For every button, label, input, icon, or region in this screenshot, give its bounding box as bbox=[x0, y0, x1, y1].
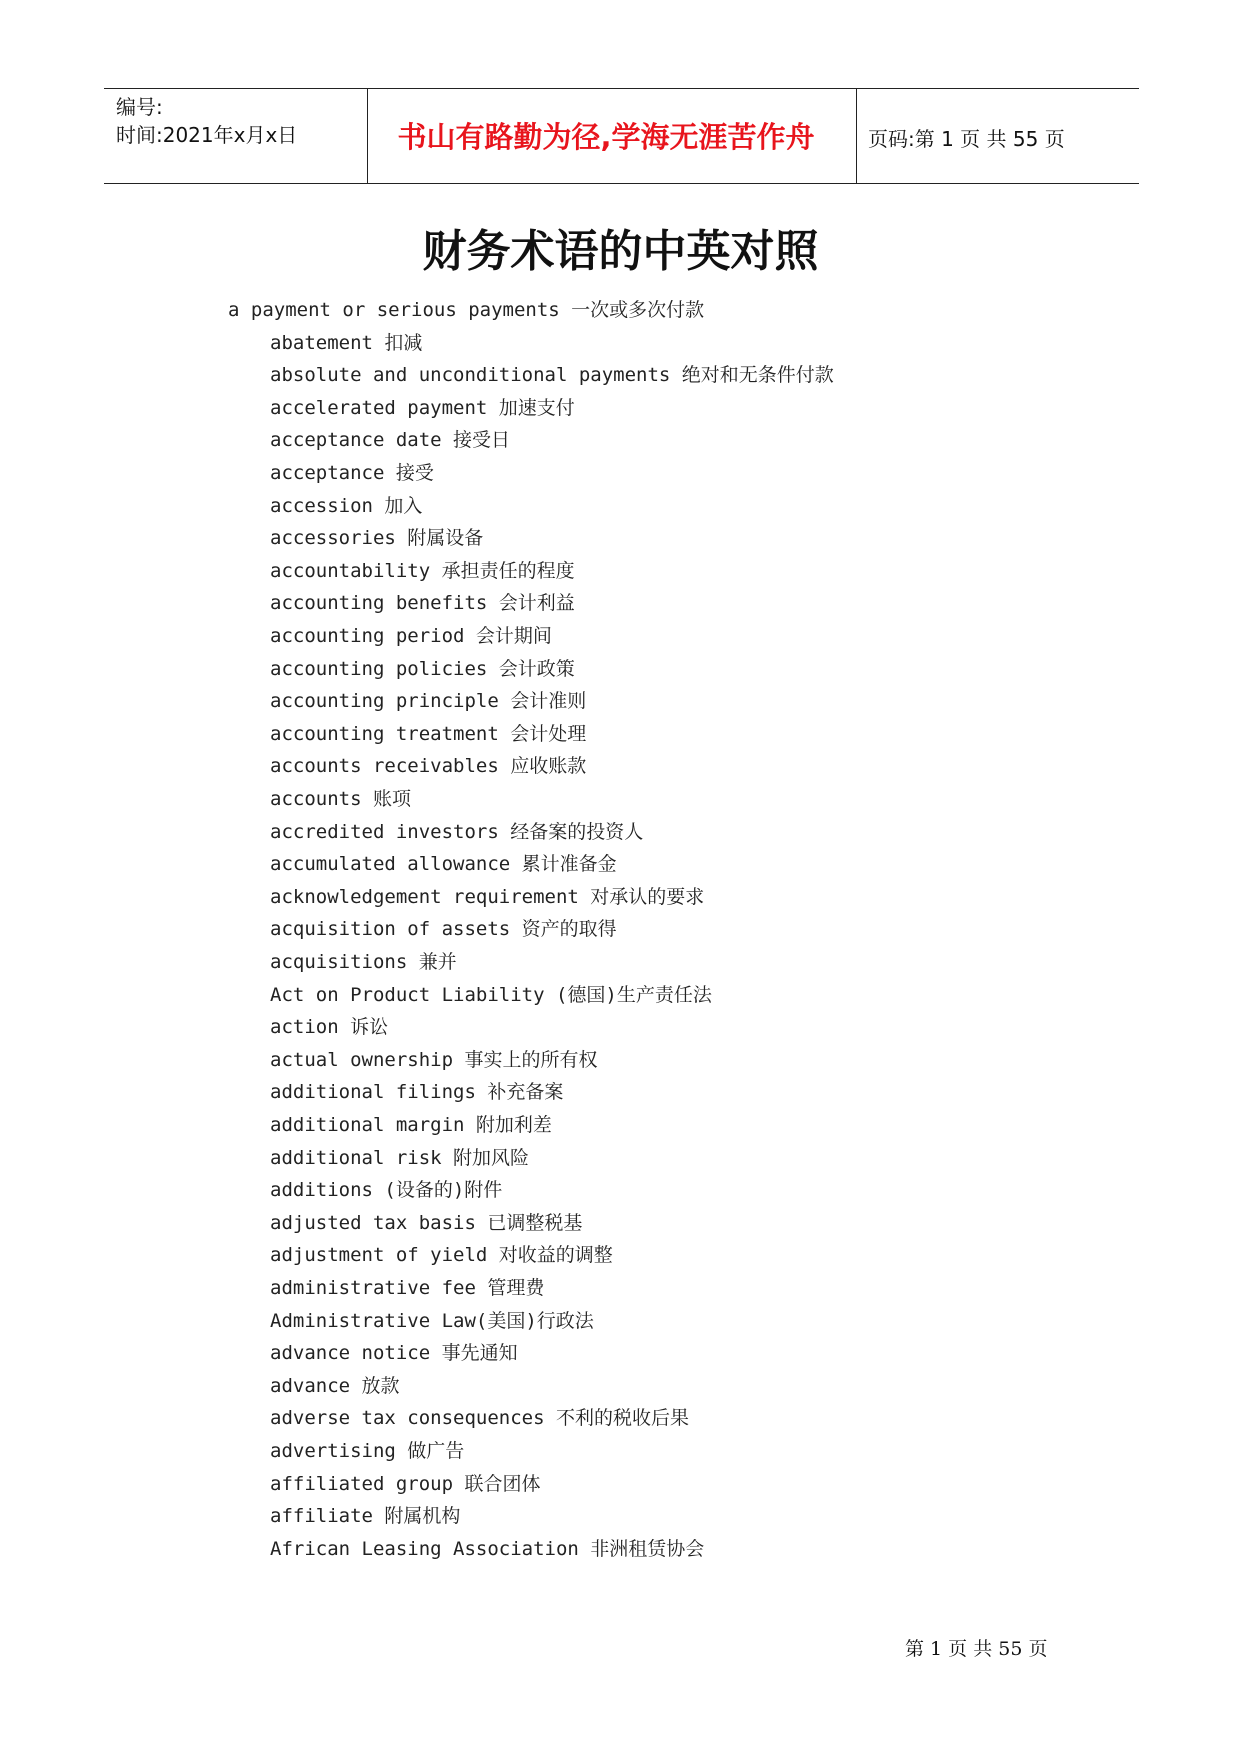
term-item: accessories 附属设备 bbox=[270, 527, 484, 550]
term-item: additional risk 附加风险 bbox=[270, 1146, 530, 1169]
term-item: accredited investors 经备案的投资人 bbox=[270, 820, 644, 843]
term-item: accession 加入 bbox=[270, 494, 423, 517]
term-item: African Leasing Association 非洲租赁协会 bbox=[270, 1537, 705, 1560]
term-item: actual ownership 事实上的所有权 bbox=[270, 1048, 598, 1071]
term-item: accumulated allowance 累计准备金 bbox=[270, 853, 617, 876]
page-title: 财务术语的中英对照 bbox=[422, 226, 819, 277]
term-item: accounting benefits 会计利益 bbox=[270, 592, 575, 615]
term-item: additional filings 补充备案 bbox=[270, 1081, 564, 1104]
term-item: adjusted tax basis 已调整税基 bbox=[270, 1211, 583, 1234]
header-table bbox=[104, 88, 1139, 184]
term-item: abatement 扣减 bbox=[270, 331, 423, 354]
term-item: additional margin 附加利差 bbox=[270, 1114, 552, 1136]
term-item: accounts 账项 bbox=[270, 788, 411, 810]
term-item: Act on Product Liability (德国)生产责任法 bbox=[270, 983, 712, 1006]
term-item: advertising 做广告 bbox=[270, 1440, 465, 1462]
term-item: accelerated payment 加速支付 bbox=[270, 396, 575, 419]
header-divider bbox=[856, 89, 857, 183]
term-item: accounting principle 会计准则 bbox=[270, 690, 587, 713]
term-item: affiliate 附属机构 bbox=[270, 1505, 461, 1528]
page-footer: 第 1 页 共 55 页 bbox=[905, 1638, 1048, 1660]
term-item: accounting treatment 会计处理 bbox=[270, 722, 587, 745]
term-item: acquisitions 兼并 bbox=[270, 951, 457, 973]
term-item: adverse tax consequences 不利的税收后果 bbox=[270, 1407, 689, 1430]
term-item: advance notice 事先通知 bbox=[270, 1342, 518, 1365]
term-item: acceptance date 接受日 bbox=[270, 429, 511, 452]
term-item: Administrative Law(美国)行政法 bbox=[270, 1309, 594, 1332]
term-item: accounting policies 会计政策 bbox=[270, 657, 575, 680]
term-item: absolute and unconditional payments 绝对和无条件付款 bbox=[270, 364, 834, 387]
term-item: advance 放款 bbox=[270, 1374, 400, 1397]
term-item: administrative fee 管理费 bbox=[270, 1277, 545, 1299]
term-item: a payment or serious payments 一次或多次付款 bbox=[228, 299, 705, 321]
term-item: action 诉讼 bbox=[270, 1016, 389, 1039]
header-meta bbox=[116, 93, 297, 149]
term-item: additions (设备的)附件 bbox=[270, 1179, 503, 1202]
term-item: accountability 承担责任的程度 bbox=[270, 559, 575, 582]
term-item: accounting period 会计期间 bbox=[270, 625, 552, 647]
number-label: 编号: bbox=[116, 95, 163, 119]
term-item: adjustment of yield 对收益的调整 bbox=[270, 1244, 613, 1267]
term-item: acknowledgement requirement 对承认的要求 bbox=[270, 885, 705, 908]
term-item: accounts receivables 应收账款 bbox=[270, 755, 587, 778]
header-motto: 书山有路勤为径,学海无涯苦作舟 bbox=[397, 120, 815, 154]
term-item: acquisition of assets 资产的取得 bbox=[270, 918, 617, 941]
term-item: affiliated group 联合团体 bbox=[270, 1472, 541, 1495]
term-item: acceptance 接受 bbox=[270, 462, 434, 484]
header-page-info: 页码:第 1 页 共 55 页 bbox=[868, 127, 1065, 151]
time-label: 时间:2021年x月x日 bbox=[116, 123, 298, 147]
